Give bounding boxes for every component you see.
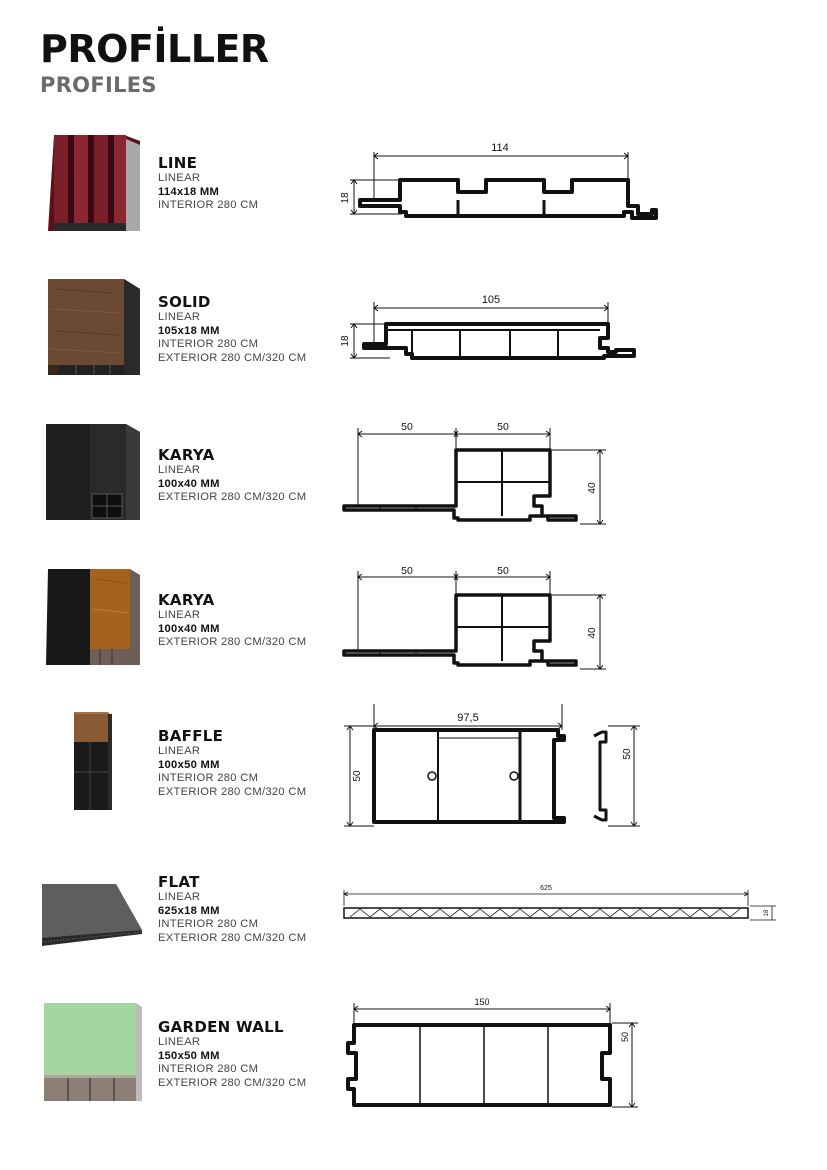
product-size: 100x50 MM [158, 758, 220, 771]
product-size: 100x40 MM [158, 622, 220, 635]
product-karya [0, 420, 827, 530]
product-length: INTERIOR 280 CM [158, 199, 259, 212]
product-line [0, 130, 827, 240]
garden-drawing [340, 995, 650, 1115]
product-name: SOLID [158, 293, 211, 311]
product-name: LINE [158, 154, 198, 172]
product-type: LINEAR [158, 311, 201, 323]
product-type: LINEAR [158, 464, 201, 476]
dim-height: 18 [340, 335, 351, 347]
solid-drawing [330, 290, 670, 380]
karya-wood-drawing [330, 565, 630, 675]
product-size: 105x18 MM [158, 324, 220, 337]
solid-info [158, 293, 306, 365]
karya-info [158, 446, 306, 505]
product-name: BAFFLE [158, 727, 224, 745]
page-title: PROFİLLER [40, 27, 269, 71]
dim-width: 114 [491, 142, 509, 154]
baffle-photo [70, 712, 120, 812]
solid-photo [44, 279, 144, 379]
product-length: INTERIOR 280 CM [158, 918, 259, 931]
product-name: KARYA [158, 446, 215, 464]
product-length: EXTERIOR 280 CM/320 CM [158, 931, 307, 944]
dim-height: 50 [352, 770, 363, 782]
dim-height: 50 [620, 1031, 630, 1043]
line-drawing [330, 140, 670, 240]
dim-width: 105 [481, 294, 501, 306]
product-type: LINEAR [158, 891, 201, 903]
product-flat [0, 860, 827, 970]
page-subtitle: PROFILES [40, 73, 157, 97]
product-name: KARYA [158, 591, 215, 609]
product-length: EXTERIOR 280 CM/320 CM [158, 785, 307, 798]
dim-left: 50 [401, 421, 413, 433]
dim-height: 18 [340, 192, 351, 204]
product-garden-wall [0, 995, 827, 1115]
product-karya-wood [0, 565, 827, 675]
dim-width: 150 [474, 997, 490, 1007]
baffle-drawing [340, 700, 650, 835]
product-size: 100x40 MM [158, 477, 220, 490]
flat-info [158, 873, 306, 945]
product-solid [0, 275, 827, 385]
product-length: INTERIOR 280 CM [158, 1063, 259, 1076]
product-baffle [0, 700, 827, 835]
dim-width: 625 [540, 885, 552, 892]
product-length: EXTERIOR 280 CM/320 CM [158, 636, 307, 649]
product-type: LINEAR [158, 609, 201, 621]
garden-photo [40, 1003, 150, 1103]
dim-left: 50 [401, 565, 413, 577]
karya-wood-photo [44, 569, 144, 669]
karya-wood-info [158, 591, 306, 650]
product-length: INTERIOR 280 CM [158, 338, 259, 351]
flat-drawing [340, 880, 780, 940]
baffle-info [158, 727, 306, 799]
line-info [158, 154, 258, 213]
product-name: GARDEN WALL [158, 1018, 284, 1036]
dim-height-2: 50 [622, 748, 633, 760]
karya-photo [44, 424, 144, 524]
product-length: EXTERIOR 280 CM/320 CM [158, 1076, 307, 1089]
product-length: EXTERIOR 280 CM/320 CM [158, 491, 307, 504]
dim-height: 18 [764, 909, 770, 917]
line-photo [44, 135, 144, 235]
product-type: LINEAR [158, 1036, 201, 1048]
dim-height: 40 [587, 627, 598, 639]
flat-photo [40, 880, 150, 950]
product-type: LINEAR [158, 745, 201, 757]
product-size: 114x18 MM [158, 185, 220, 198]
dim-height: 40 [587, 482, 598, 494]
product-length: EXTERIOR 280 CM/320 CM [158, 351, 307, 364]
garden-info [158, 1018, 306, 1090]
product-size: 150x50 MM [158, 1049, 220, 1062]
dim-right: 50 [497, 565, 509, 577]
dim-right: 50 [497, 421, 509, 433]
product-length: INTERIOR 280 CM [158, 772, 259, 785]
product-size: 625x18 MM [158, 904, 220, 917]
dim-width: 97,5 [457, 712, 479, 724]
product-type: LINEAR [158, 172, 201, 184]
karya-drawing [330, 420, 630, 530]
product-name: FLAT [158, 873, 200, 891]
